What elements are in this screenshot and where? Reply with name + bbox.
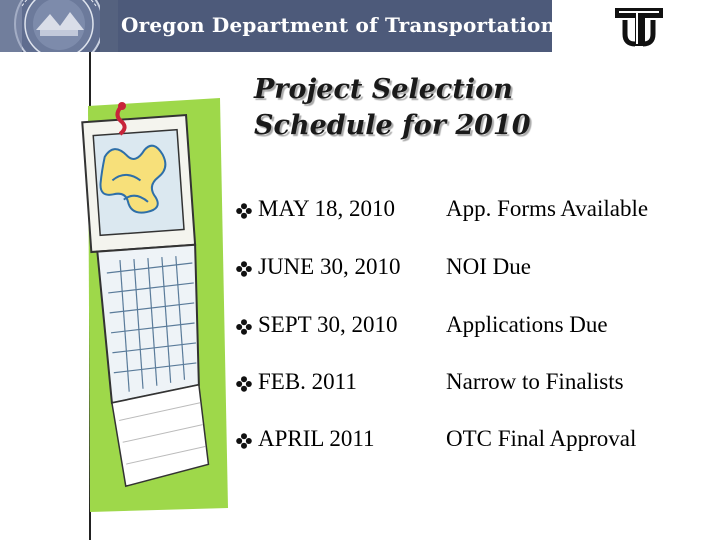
oregon-seal-icon (0, 0, 118, 52)
schedule-event: NOI Due (446, 254, 531, 279)
schedule-date: APRIL 2011 (258, 426, 375, 451)
schedule-row (236, 196, 706, 226)
calendar-clipart-icon (60, 88, 230, 516)
header-bar (0, 0, 556, 52)
schedule-date: MAY 18, 2010 (258, 196, 395, 221)
diamond-bullet-icon (236, 433, 252, 449)
schedule-event: Narrow to Finalists (446, 369, 624, 394)
schedule-event: App. Forms Available (446, 196, 649, 221)
diamond-bullet-icon (236, 203, 252, 219)
schedule-date: JUNE 30, 2010 (258, 254, 401, 279)
title-line-1: Project Selection (254, 74, 513, 105)
schedule-event: Applications Due (446, 312, 608, 337)
diamond-bullet-icon (236, 319, 252, 335)
schedule-row (236, 369, 706, 399)
odot-logo-icon (611, 4, 667, 50)
diamond-bullet-icon (236, 376, 252, 392)
schedule-row (236, 426, 706, 456)
diamond-bullet-icon (236, 261, 252, 277)
schedule-row (236, 312, 706, 342)
slide-title (254, 72, 531, 144)
title-line-2: Schedule for 2010 (254, 110, 531, 141)
schedule-row (236, 254, 706, 284)
schedule-date: FEB. 2011 (258, 369, 357, 394)
org-name: Oregon Department of Transportation (121, 13, 556, 37)
schedule-date: SEPT 30, 2010 (258, 312, 398, 337)
schedule-event: OTC Final Approval (446, 426, 637, 451)
